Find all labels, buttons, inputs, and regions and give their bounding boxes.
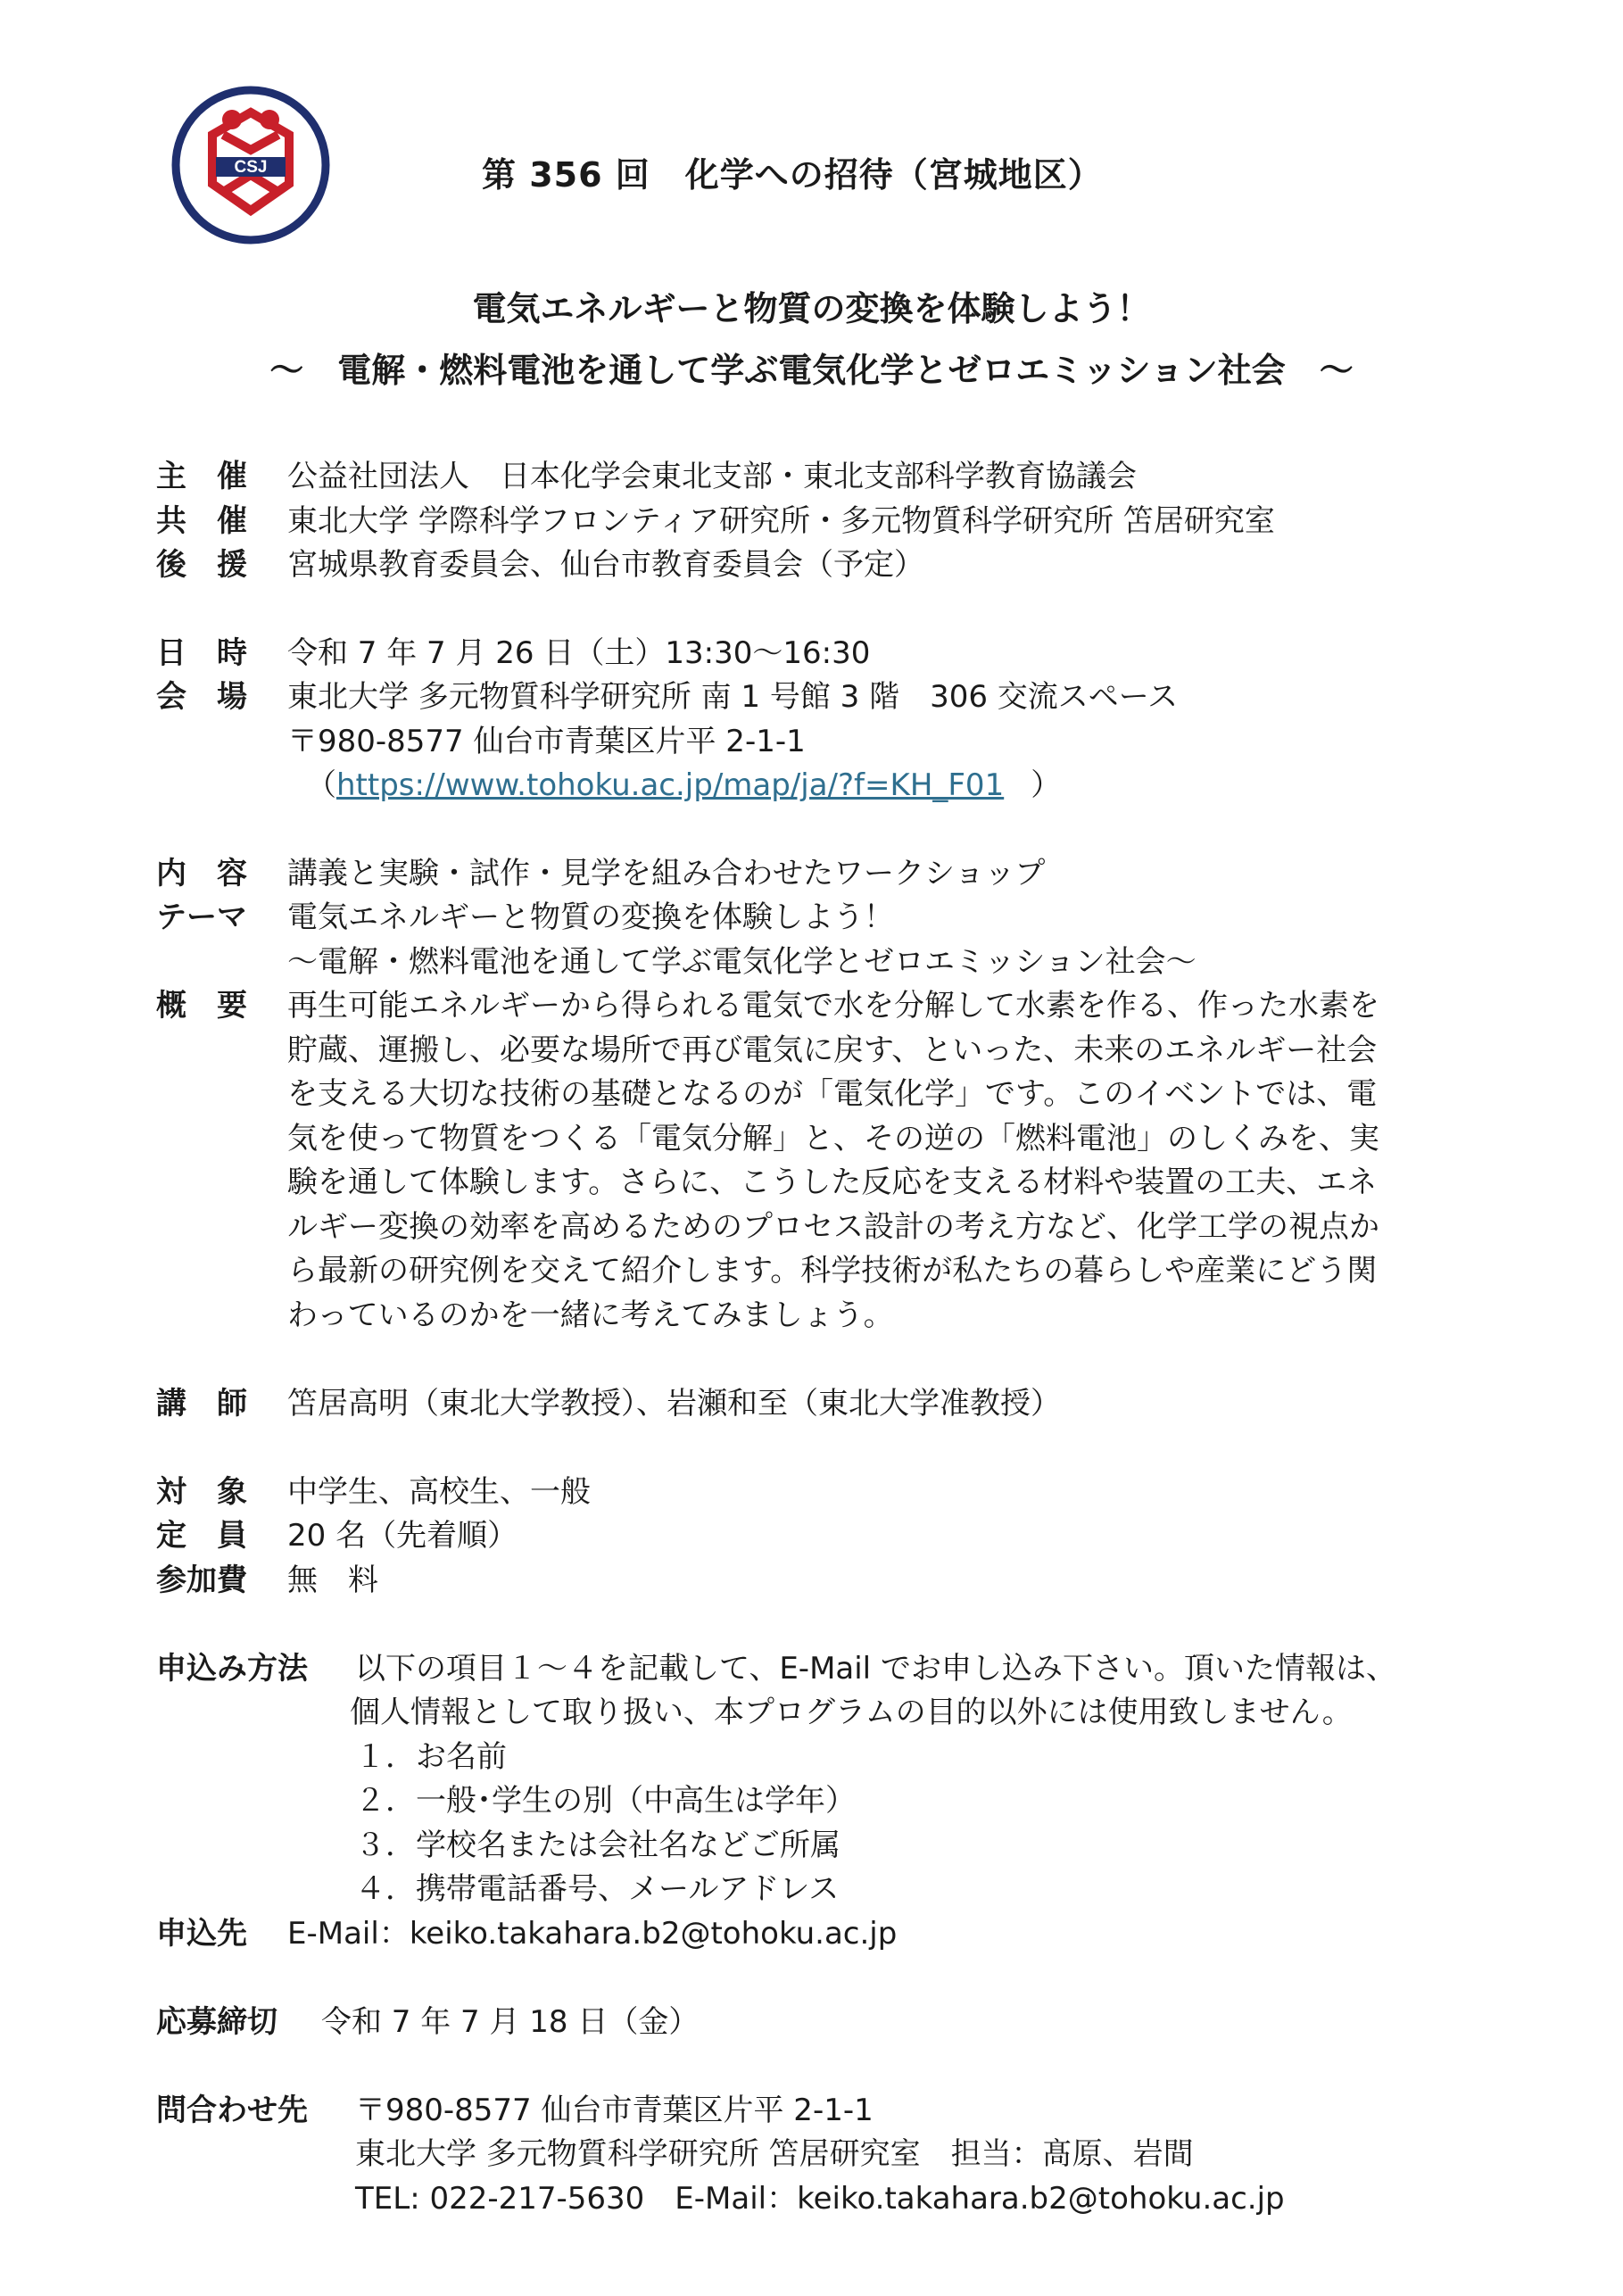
lecturer-label: 講 師 xyxy=(156,1386,247,1422)
overview-line: 貯蔵、運搬し、必要な場所で再び電気に戻す、といった、未来のエネルギー社会 xyxy=(287,1032,1378,1068)
event-subtitle-2: ～ 電解・燃料電池を通して学ぶ電気化学とゼロエミッション社会 ～ xyxy=(269,351,1354,390)
overview-label: 概 要 xyxy=(156,988,247,1024)
apply-to-value: E-Mail：keiko.takahara.b2@tohoku.ac.jp xyxy=(287,1916,898,1952)
lecturer-value: 笘居高明（東北大学教授）、岩瀬和至（東北大学准教授） xyxy=(287,1386,1061,1422)
venue-label: 会 場 xyxy=(156,679,247,715)
application-item: ４．携帯電話番号、メールアドレス xyxy=(355,1871,840,1907)
csj-logo xyxy=(171,86,330,245)
host-value: 公益社団法人 日本化学会東北支部・東北支部科学教育協議会 xyxy=(287,459,1137,494)
theme-line-1: 電気エネルギーと物質の変換を体験しよう！ xyxy=(287,899,894,935)
theme-label: テーマ xyxy=(156,899,247,935)
map-link-line xyxy=(306,766,1061,805)
content-label: 内 容 xyxy=(156,856,247,891)
paren-open: （ xyxy=(306,767,336,803)
map-link[interactable]: https://www.tohoku.ac.jp/map/ja/?f=KH_F01 xyxy=(336,767,1005,803)
cohost-label: 共 催 xyxy=(156,503,247,539)
target-value: 中学生、高校生、一般 xyxy=(287,1474,591,1510)
support-value: 宮城県教育委員会、仙台市教育委員会（予定） xyxy=(287,547,924,583)
capacity-value: 20 名（先着順） xyxy=(287,1518,518,1554)
contact-line-1: 〒980-8577 仙台市青葉区片平 2-1-1 xyxy=(355,2093,874,2128)
page-title: 第 356 回 化学への招待（宮城地区） xyxy=(482,155,1103,195)
method-label: 申込み方法 xyxy=(156,1651,308,1687)
target-label: 対 象 xyxy=(156,1474,247,1510)
paren-close: ） xyxy=(1031,767,1062,803)
method-line-2: 個人情報として取り扱い、本プログラムの目的以外には使用致しません。 xyxy=(350,1695,1353,1730)
theme-line-2: ～電解・燃料電池を通して学ぶ電気化学とゼロエミッション社会～ xyxy=(287,944,1197,980)
apply-to-label: 申込先 xyxy=(156,1916,247,1952)
capacity-label: 定 員 xyxy=(156,1518,247,1554)
date-value: 令和 7 年 7 月 26 日（土）13:30～16:30 xyxy=(287,635,871,671)
host-label: 主 催 xyxy=(156,459,247,494)
method-line-1: 以下の項目１～４を記載して、E-Mail でお申し込み下さい。頂いた情報は、 xyxy=(355,1651,1396,1687)
date-label: 日 時 xyxy=(156,635,247,671)
deadline-label: 応募締切 xyxy=(156,2004,277,2040)
overview-line: ら最新の研究例を交えて紹介します。科学技術が私たちの暮らしや産業にどう関 xyxy=(287,1253,1378,1289)
fee-value: 無 料 xyxy=(287,1562,378,1598)
overview-line: ルギー変換の効率を高めるためのプロセス設計の考え方など、化学工学の視点か xyxy=(287,1209,1379,1245)
venue-address: 〒980-8577 仙台市青葉区片平 2-1-1 xyxy=(287,724,806,759)
overview-line: を支える大切な技術の基礎となるのが「電気化学」です。このイベントでは、電 xyxy=(287,1076,1378,1112)
content-value: 講義と実験・試作・見学を組み合わせたワークショップ xyxy=(287,856,1046,891)
application-item: １．お名前 xyxy=(355,1739,507,1775)
application-item: ３．学校名または会社名などご所属 xyxy=(355,1828,840,1863)
application-item: ２．一般･学生の別（中高生は学年） xyxy=(355,1783,856,1819)
venue-value: 東北大学 多元物質科学研究所 南 1 号館 3 階 306 交流スペース xyxy=(287,679,1179,715)
event-subtitle: 電気エネルギーと物質の変換を体験しよう！ xyxy=(472,289,1151,328)
support-label: 後 援 xyxy=(156,547,247,583)
overview-line: 験を通して体験します。さらに、こうした反応を支える材料や装置の工夫、エネ xyxy=(287,1165,1378,1200)
cohost-value: 東北大学 学際科学フロンティア研究所・多元物質科学研究所 笘居研究室 xyxy=(287,503,1275,539)
contact-label: 問合わせ先 xyxy=(156,2093,308,2128)
fee-label: 参加費 xyxy=(156,1562,247,1598)
contact-line-2: 東北大学 多元物質科学研究所 笘居研究室 担当：髙原、岩間 xyxy=(355,2136,1194,2172)
overview-line: 再生可能エネルギーから得られる電気で水を分解して水素を作る、作った水素を xyxy=(287,988,1379,1024)
logo-text: CSJ xyxy=(234,158,268,177)
contact-line-3: TEL: 022-217-5630 E-Mail：keiko.takahara.b2@tohoku.ac.jp xyxy=(355,2181,1285,2217)
deadline-value: 令和 7 年 7 月 18 日（金） xyxy=(321,2004,700,2040)
overview-line: わっているのかを一緒に考えてみましょう。 xyxy=(287,1297,894,1333)
overview-line: 気を使って物質をつくる「電気分解」と、その逆の「燃料電池」のしくみを、実 xyxy=(287,1121,1379,1156)
